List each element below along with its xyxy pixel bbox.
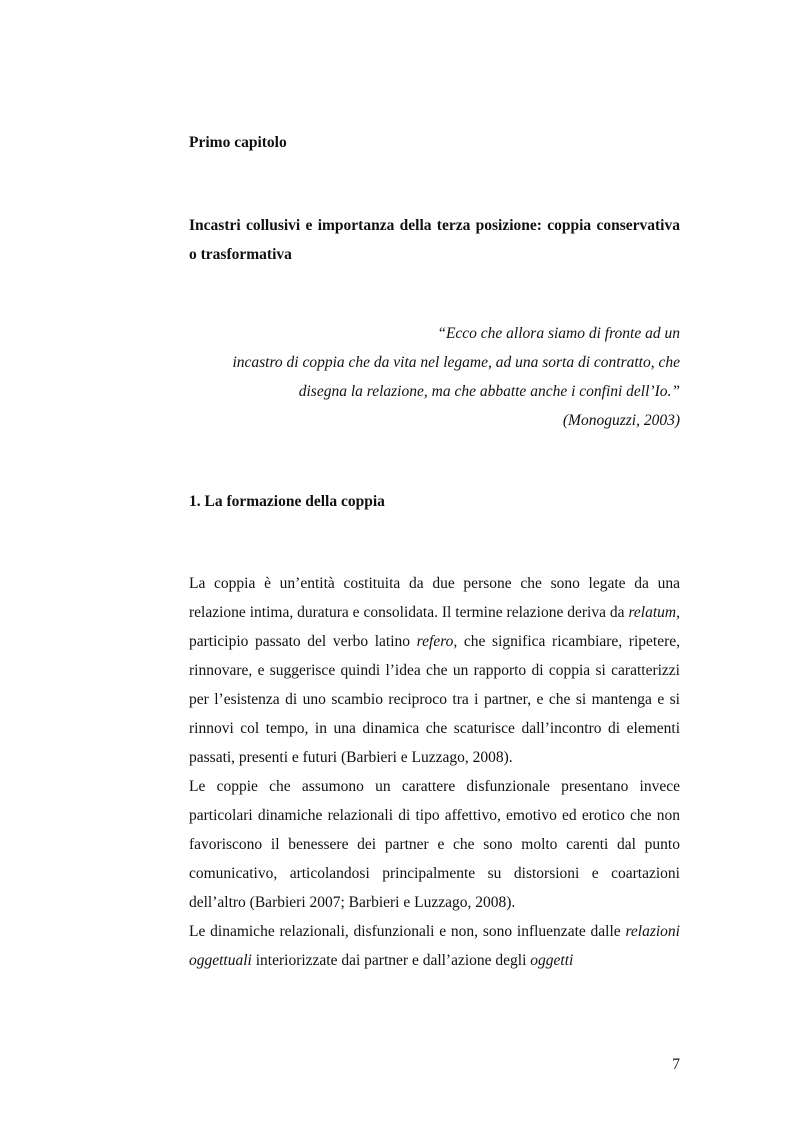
paragraph-3-text-a: Le dinamiche relazionali, disfunzionali e non, sono influenzate dalle [189, 923, 626, 940]
chapter-title: Incastri collusivi e importanza della terza posizione: coppia conservativa o trasformativa [189, 217, 680, 263]
paragraph-3-term-relazioni-oggettuali: relazioni oggettuali [189, 923, 680, 969]
chapter-label: Primo capitolo [189, 134, 287, 151]
paragraph-1 [189, 569, 680, 772]
paragraph-1-term-refero: refero, [416, 633, 458, 650]
paragraph-3 [189, 917, 680, 975]
paragraph-2: Le coppie che assumono un carattere disfunzionale presentano invece particolari dinamiche relazionali di tipo affettivo, emotivo ed erotico che non favoriscono il benessere dei partner e che sono molto carenti dal punto comunicativo, articolandosi principalmente su distorsioni e coartazioni dell’altro (Barbieri 2007; Barbieri e Luzzago, 2008). [189, 778, 680, 911]
paragraph-1-term-relatum: relatum, [628, 604, 680, 621]
paragraph-1-text-a: La coppia è un’entità costituita da due persone che sono legate da una relazione intima, duratura e consolidata. Il termine relazione deriva da [189, 575, 680, 621]
paragraph-1-text-c: participio passato del verbo latino [189, 633, 417, 650]
paragraph-1-text-e: che significa ricambiare, ripetere, rinnovare, e suggerisce quindi l’idea che un rapporto di coppia si caratterizzi per l’esistenza di uno scambio reciproco tra i partner, e che si mantenga e si rinnovi col tempo, in una dinamica che scaturisce dall’incontro di elementi passati, presenti e futuri (Barbieri e Luzzago, 2008). [189, 633, 680, 766]
paragraph-3-term-oggetti: oggetti [530, 952, 574, 969]
epigraph-line-3: disegna la relazione, ma che abbatte anche i confini dell’Io.” [298, 383, 680, 400]
paragraph-3-text-c: interiorizzate dai partner e dall’azione degli [251, 952, 531, 969]
section-heading: 1. La formazione della coppia [189, 493, 385, 510]
body-text [189, 569, 680, 975]
page-number: 7 [672, 1056, 680, 1073]
epigraph-line-1: “Ecco che allora siamo di fronte ad un [437, 325, 680, 342]
epigraph-line-2: incastro di coppia che da vita nel legame, ad una sorta di contratto, che [232, 354, 680, 371]
epigraph [189, 319, 680, 435]
epigraph-citation: (Monoguzzi, 2003) [562, 412, 680, 429]
